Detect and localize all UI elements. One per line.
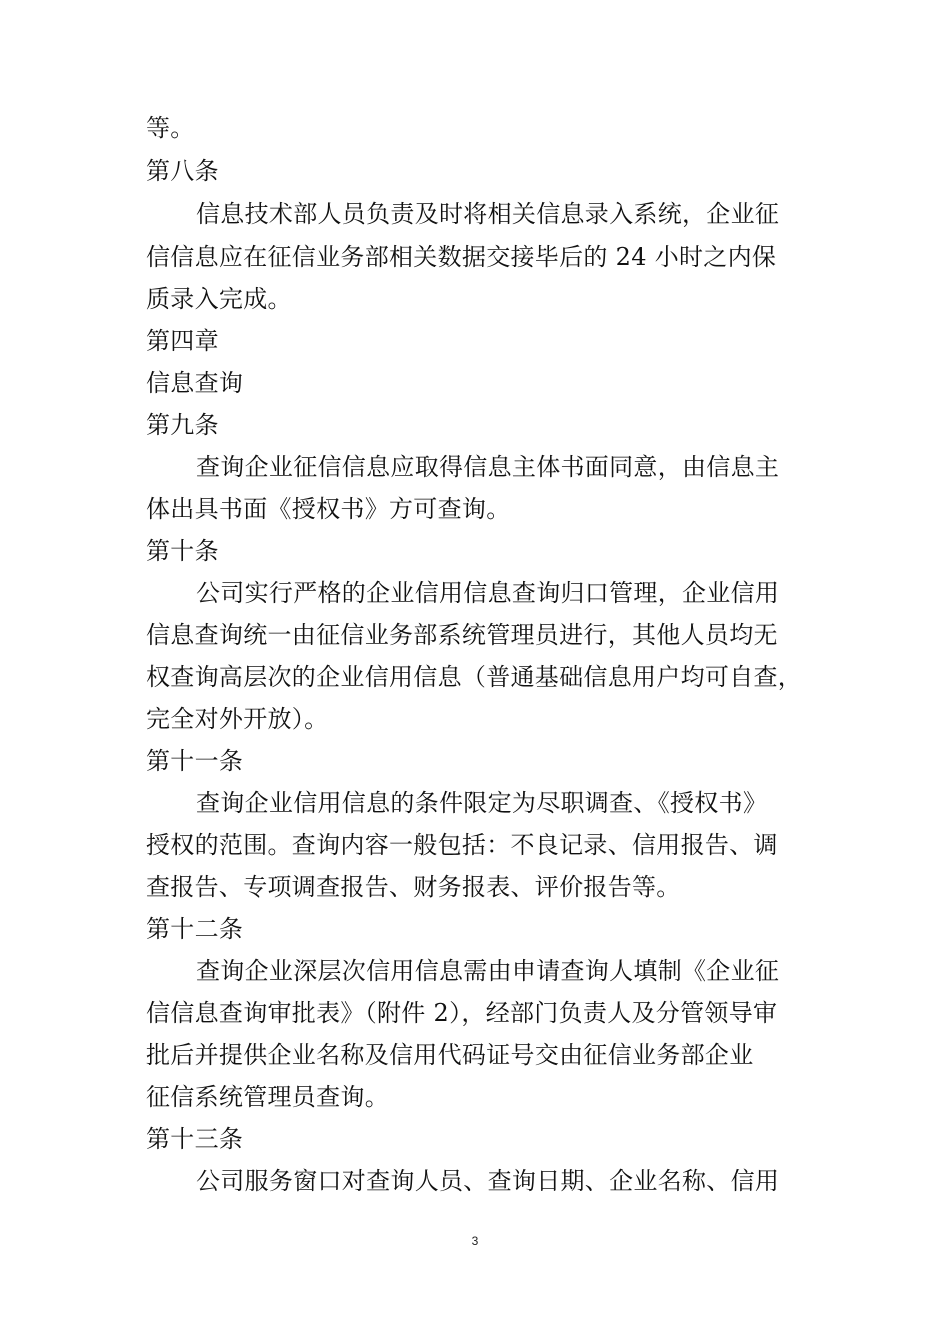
text-line: 体出具书面《授权书》方可查询。: [146, 495, 511, 523]
text-line: 等。: [146, 114, 195, 142]
article-heading: 第八条: [146, 157, 219, 185]
text-line: 完全对外开放）。: [146, 705, 329, 733]
article-heading: 第十三条: [146, 1125, 244, 1153]
article-heading: 第十一条: [146, 747, 244, 775]
text-line: 查询企业深层次信用信息需由申请查询人填制《企业征: [196, 957, 780, 985]
text-line: 查报告、专项调查报告、财务报表、评价报告等。: [146, 873, 681, 901]
text-line: 信息查询统一由征信业务部系统管理员进行，其他人员均无: [146, 621, 778, 649]
text-line: 公司服务窗口对查询人员、查询日期、企业名称、信用: [196, 1167, 780, 1195]
text-line: 查询企业征信信息应取得信息主体书面同意，由信息主: [196, 453, 780, 481]
text-line: 公司实行严格的企业信用信息查询归口管理，企业信用: [196, 579, 780, 607]
article-heading: 第十条: [146, 537, 219, 565]
chapter-title: 信息查询: [146, 369, 244, 397]
text-line: 信息技术部人员负责及时将相关信息录入系统，企业征: [196, 200, 780, 228]
article-heading: 第十二条: [146, 915, 244, 943]
text-line: 批后并提供企业名称及信用代码证号交由征信业务部企业: [146, 1041, 754, 1069]
text-line: 质录入完成。: [146, 285, 292, 313]
text-line: 征信系统管理员查询。: [146, 1083, 389, 1111]
text-line: 授权的范围。查询内容一般包括：不良记录、信用报告、调: [146, 831, 778, 859]
page-number: 3: [471, 1234, 479, 1248]
text-line: 信信息应在征信业务部相关数据交接毕后的 24 小时之内保: [146, 243, 777, 271]
chapter-heading: 第四章: [146, 327, 219, 355]
text-line: 信信息查询审批表》（附件 2），经部门负责人及分管领导审: [146, 999, 778, 1027]
text-line: 查询企业信用信息的条件限定为尽职调查、《授权书》: [196, 789, 768, 817]
text-line: 权查询高层次的企业信用信息（普通基础信息用户均可自查，: [146, 663, 803, 691]
article-heading: 第九条: [146, 411, 219, 439]
